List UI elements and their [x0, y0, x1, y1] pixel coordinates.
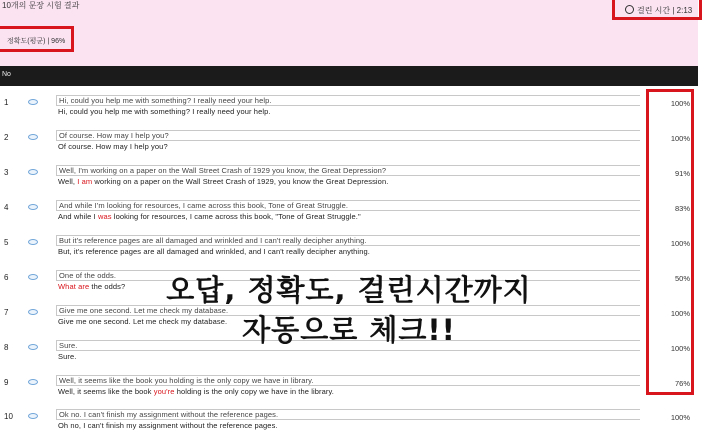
typed-text-after: the odds?	[89, 282, 126, 291]
typed-text-before: Of course. How may I help you?	[58, 142, 168, 151]
error-text: was	[97, 212, 112, 221]
error-text: you're	[153, 387, 175, 396]
sentence-list	[0, 86, 698, 430]
elapsed-time-box	[612, 0, 702, 20]
speaker-icon[interactable]	[28, 239, 38, 245]
average-accuracy-box	[0, 26, 74, 52]
accuracy-score: 91%	[674, 169, 690, 178]
speaker-icon[interactable]	[28, 169, 38, 175]
row-number: 4	[4, 203, 9, 212]
typed-sentence	[56, 247, 640, 256]
typed-sentence	[56, 352, 640, 361]
table-row	[0, 400, 698, 436]
row-number: 8	[4, 343, 9, 352]
original-sentence: One of the odds.	[56, 270, 640, 281]
row-number: 10	[4, 412, 13, 421]
accuracy-score: 100%	[670, 344, 690, 353]
typed-sentence	[56, 421, 640, 430]
error-text: What are	[58, 282, 90, 291]
result-header	[0, 0, 698, 66]
caption-line-2: 자동으로 체크!!	[242, 313, 456, 347]
row-number: 9	[4, 378, 9, 387]
table-row	[0, 191, 698, 227]
original-sentence: Give me one second. Let me check my database.	[56, 305, 640, 316]
average-accuracy-label: 정확도(평균) | 96%	[7, 38, 66, 45]
typed-sentence	[56, 212, 640, 221]
typed-text-before: But, it's reference pages are all damaged and wrinkled, and I can't really decipher anything.	[58, 247, 370, 256]
row-number: 2	[4, 133, 9, 142]
accuracy-score: 100%	[670, 309, 690, 318]
caption-overlay	[0, 270, 698, 350]
speaker-icon[interactable]	[28, 413, 38, 419]
accuracy-score: 100%	[670, 413, 690, 422]
typed-text-before: And while I	[58, 212, 98, 221]
typed-text-before: Well,	[58, 177, 78, 186]
original-sentence: Well, I'm working on a paper on the Wall Street Crash of 1929 you know, the Great Depression?	[56, 165, 640, 176]
speaker-icon[interactable]	[28, 379, 38, 385]
original-sentence: Of course. How may I help you?	[56, 130, 640, 141]
clock-icon	[625, 5, 634, 14]
original-sentence: Ok no. I can't finish my assignment without the reference pages.	[56, 409, 640, 420]
table-row	[0, 156, 698, 192]
column-number-label: No	[2, 71, 11, 78]
accuracy-score: 83%	[674, 204, 690, 213]
typed-text-before: Oh no, I can't finish my assignment without the reference pages.	[58, 421, 278, 430]
speaker-icon[interactable]	[28, 99, 38, 105]
typed-text-after: looking for resources, I came across this book, "Tone of Great Struggle."	[111, 212, 361, 221]
row-number: 3	[4, 168, 9, 177]
typed-sentence	[56, 387, 640, 396]
typed-text-before: Sure.	[58, 352, 77, 361]
row-number: 6	[4, 273, 9, 282]
original-sentence: Sure.	[56, 340, 640, 351]
accuracy-score: 100%	[670, 99, 690, 108]
speaker-icon[interactable]	[28, 134, 38, 140]
row-number: 1	[4, 98, 9, 107]
accuracy-score: 50%	[674, 274, 690, 283]
test-title: 10개의 문장 시험 결과	[2, 1, 80, 10]
typed-sentence	[56, 142, 640, 151]
typed-sentence	[56, 107, 640, 116]
error-text: I am	[77, 177, 93, 186]
typed-text-before: Hi, could you help me with something? I really need your help.	[58, 107, 271, 116]
row-number: 5	[4, 238, 9, 247]
elapsed-time-label: 걸린 시간 | 2:13	[637, 6, 693, 15]
accuracy-score: 100%	[670, 134, 690, 143]
original-sentence: Well, it seems like the book you holding is the only copy we have in library.	[56, 375, 640, 386]
row-number: 7	[4, 308, 9, 317]
original-sentence: And while I'm looking for resources, I came across this book, Tone of Great Struggle.	[56, 200, 640, 211]
table-header	[0, 66, 698, 86]
table-row	[0, 86, 698, 122]
typed-sentence	[56, 177, 640, 186]
table-row	[0, 366, 698, 402]
original-sentence: But it's reference pages are all damaged and wrinkled and I can't really decipher anything.	[56, 235, 640, 246]
typed-text-after: working on a paper on the Wall Street Crash of 1929, you know the Great Depression.	[92, 177, 389, 186]
accuracy-score: 76%	[674, 379, 690, 388]
typed-text-after: holding is the only copy we have in the library.	[174, 387, 334, 396]
accuracy-score: 100%	[670, 239, 690, 248]
original-sentence: Hi, could you help me with something? I really need your help.	[56, 95, 640, 106]
typed-text-before: Give me one second. Let me check my database.	[58, 317, 228, 326]
table-row	[0, 226, 698, 262]
typed-text-before: Well, it seems like the book	[58, 387, 154, 396]
caption-line-1: 오답, 정확도, 걸린시간까지	[166, 273, 532, 307]
table-row	[0, 121, 698, 157]
speaker-icon[interactable]	[28, 204, 38, 210]
